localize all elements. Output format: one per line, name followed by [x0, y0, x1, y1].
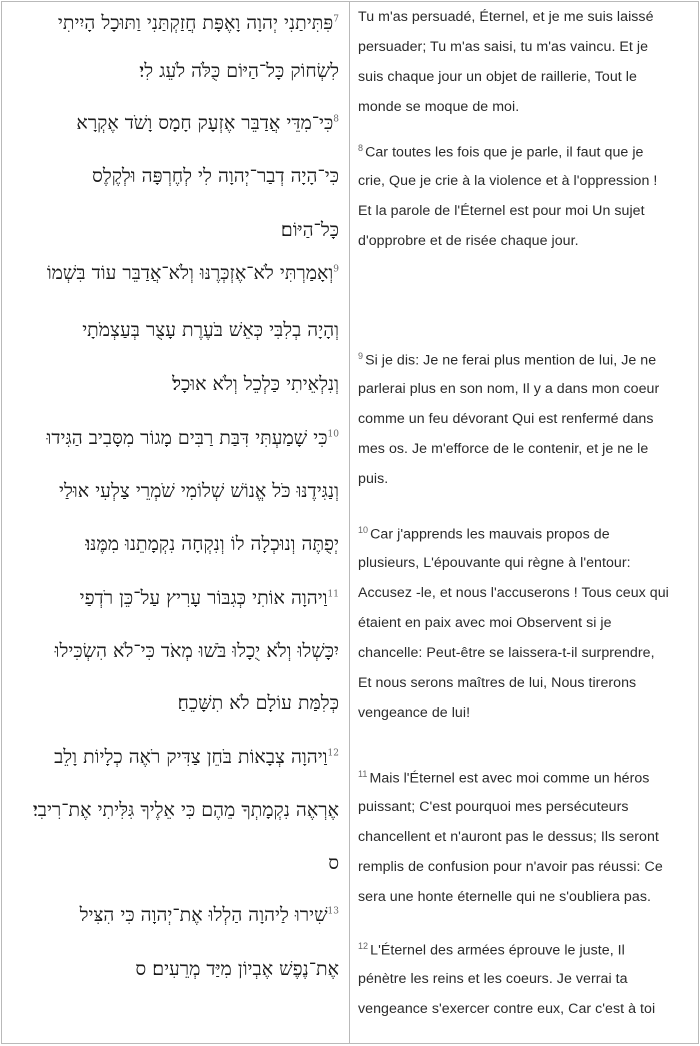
french-line	[358, 472, 388, 486]
line-text: אֶת־נֶפֶשׁ אֶבְיוֹן מִיַּד מְרֵעִים׃ ס	[135, 958, 339, 980]
hebrew-line	[47, 429, 339, 448]
hebrew-line	[58, 14, 339, 33]
french-line	[358, 70, 637, 84]
line-text: chancellent et n'auront pas le dessus; Ils seront	[358, 829, 659, 845]
line-text: plusieurs, L'épouvante qui règne à l'entour:	[358, 555, 631, 571]
hebrew-line	[82, 321, 339, 340]
line-text: vengeance de lui!	[358, 705, 471, 721]
french-line	[358, 676, 636, 690]
bilingual-text-page	[1, 1, 699, 1044]
hebrew-line	[178, 694, 339, 713]
verse-number: 13	[327, 906, 339, 917]
hebrew-line	[80, 589, 339, 608]
line-text: וְאָמַרְתִּי לֹא־אֶזְכְּרֶנּוּ וְלֹא־אֲדַבֵּר עוֹד בִּשְׁמוֹ	[46, 262, 334, 284]
verse-number: 10	[358, 525, 369, 535]
french-line	[358, 204, 645, 218]
line-text: Car toutes les fois que je parle, il faut que je	[365, 144, 644, 161]
line-text: sera une honte éternelle qui ne s'oubliera pas.	[358, 889, 651, 905]
french-line	[358, 646, 655, 660]
line-text: Et la parole de l'Éternel est pour moi Un sujet	[358, 203, 645, 219]
line-text: d'opprobre et de risée chaque jour.	[358, 233, 579, 249]
hebrew-line	[172, 375, 339, 394]
line-text: Accusez -le, et nous l'accuserons ! Tous ceux qui	[358, 585, 669, 601]
french-line	[358, 616, 612, 630]
verse-number: 9	[333, 264, 339, 275]
line-text: Mais l'Éternel est avec moi comme un héros	[369, 770, 650, 787]
line-text: וְנַגִּידֶנּוּ כֹּל אֱנוֹשׁ שְׁלוֹמִי שֹׁמְרֵי צַלְעִי אוּלַי	[59, 480, 339, 502]
verse-number: 11	[358, 769, 368, 779]
french-line	[358, 352, 656, 368]
line-text: כְּלִמַּת עוֹלָם לֹא תִשָּׁכֵחַ׃	[177, 692, 339, 714]
french-line	[358, 972, 628, 986]
line-text: יִכָּשְׁלוּ וְלֹא יֻכָלוּ בֹּשׁוּ מְאֹד כִּי־לֹא הִשְׂכִּילוּ	[54, 640, 339, 662]
line-text: וְהָיָה בְלִבִּי כְּאֵשׁ בֹּעֶרֶת עָצֻר בְּעַצְמֹתָי	[82, 319, 339, 341]
french-line	[358, 586, 669, 600]
line-text: וַיהוָה אוֹתִי כְּגִבּוֹר עָרִיץ עַל־כֵּן רֹדְפַי	[79, 587, 328, 609]
line-text: כִּי שָׁמַעְתִּי דִּבַּת רַבִּים מָגוֹר מִסָּבִיב הַגִּידוּ	[46, 427, 328, 449]
hebrew-line	[135, 960, 339, 979]
hebrew-line	[54, 748, 339, 767]
french-line	[358, 442, 648, 456]
line-text: L'Éternel des armées éprouve le juste, Il	[370, 942, 625, 959]
line-text: puissant; C'est pourquoi mes persécuteurs	[358, 799, 629, 815]
line-text: mes os. Je m'efforce de le contenir, et je ne le	[358, 441, 649, 457]
verse-number: 11	[327, 589, 339, 600]
verse-number: 9	[358, 351, 364, 361]
line-text: pénètre les reins et les coeurs. Je verrai ta	[358, 971, 628, 987]
hebrew-line	[76, 114, 339, 133]
french-line	[358, 10, 654, 24]
french-line	[358, 526, 610, 542]
verse-number: 10	[327, 429, 339, 440]
line-text: כִּי־מִדֵּי אֲדַבֵּר אֶזְעָק חָמָס וָשֹׁד אֶקְרָא	[76, 112, 334, 134]
french-line	[358, 830, 659, 844]
verse-number: 7	[333, 14, 339, 25]
line-text: וְנִלְאֵיתִי כַּלְכֵל וְלֹא אוּכָל׃	[172, 373, 339, 395]
french-line	[358, 100, 519, 114]
french-line	[358, 144, 644, 160]
line-text: Et nous serons maîtres de lui, Nous tirerons	[358, 675, 637, 691]
line-text: parlerai plus en son nom, Il y a dans mon coeur	[358, 381, 660, 397]
french-line	[358, 382, 659, 396]
french-line	[358, 860, 663, 874]
hebrew-column	[2, 2, 349, 1043]
hebrew-line	[139, 62, 339, 81]
line-text: יְפֻתֶּה וְנוּכְלָה לוֹ וְנִקְחָה נִקְמָתֵנוּ מִמֶּנּוּ׃	[85, 533, 339, 555]
hebrew-line	[281, 221, 339, 240]
line-text: remplis de confusion pour n'avoir pas réussi: Ce	[358, 859, 663, 875]
line-text: vengeance s'exercer contre eux, Car c'est à toi	[358, 1001, 656, 1017]
french-line	[358, 40, 648, 54]
french-line	[358, 890, 651, 904]
french-line	[358, 770, 649, 786]
french-line	[358, 1002, 655, 1016]
line-text: שִׁירוּ לַיהוָה הַלְלוּ אֶת־יְהוָה כִּי הִצִּיל	[79, 904, 328, 926]
line-text: suis chaque jour un objet de raillerie, Tout le	[358, 69, 637, 85]
french-line	[358, 706, 470, 720]
hebrew-line	[85, 535, 339, 554]
line-text: כָּל־הַיּוֹם׃	[280, 219, 339, 241]
line-text: persuader; Tu m'as saisi, tu m'as vaincu. Et je	[358, 39, 649, 55]
hebrew-line	[33, 801, 339, 820]
line-text: comme un feu dévorant Qui est renfermé dans	[358, 411, 654, 427]
french-line	[358, 234, 579, 248]
hebrew-line	[328, 854, 339, 873]
line-text: וַיהוָה צְבָאוֹת בֹּחֵן צַדִּיק רֹאֶה כְלָיוֹת וָלֵב	[54, 746, 328, 768]
hebrew-line	[47, 264, 339, 283]
line-text: monde se moque de moi.	[358, 99, 520, 115]
line-text: Car j'apprends les mauvais propos de	[370, 526, 610, 543]
french-line	[358, 942, 625, 958]
line-text: כִּי־הָיָה דְבַר־יְהוָה לִי לְחֶרְפָּה וּלְקֶלֶס	[92, 165, 339, 187]
french-line	[358, 412, 654, 426]
line-text: puis.	[358, 471, 389, 487]
line-text: אֶרְאֶה נִקְמָתְךָ מֵהֶם כִּי אֵלֶיךָ גִּלִּיתִי אֶת־רִיבִי׃	[32, 799, 339, 821]
french-column	[350, 2, 700, 1043]
line-text: crie, Que je crie à la violence et à l'oppression !	[358, 173, 658, 189]
line-text: étaient en paix avec moi Observent si je	[358, 615, 612, 631]
line-text: chancelle: Peut-être se laissera-t-il surprendre,	[358, 645, 655, 661]
french-line	[358, 800, 629, 814]
verse-number: 8	[333, 114, 339, 125]
verse-number: 12	[327, 748, 339, 759]
hebrew-line	[59, 482, 339, 501]
line-text: ס	[328, 852, 339, 874]
verse-number: 12	[358, 941, 369, 951]
hebrew-line	[92, 167, 339, 186]
line-text: פִּתִּיתַנִי יְהוָה וָאֶפָּת חֲזַקְתַּנִי וַתּוּכָל הָיִיתִי	[57, 12, 334, 34]
line-text: Si je dis: Je ne ferai plus mention de lui, Je ne	[365, 352, 657, 369]
hebrew-line	[55, 642, 339, 661]
verse-number: 8	[358, 143, 364, 153]
line-text: Tu m'as persuadé, Éternel, et je me suis laissé	[358, 9, 654, 25]
line-text: לִשְׂחוֹק כָּל־הַיּוֹם כֻּלֹּה לֹעֵג לִי׃	[139, 60, 339, 82]
french-line	[358, 556, 631, 570]
french-line	[358, 174, 657, 188]
hebrew-line	[80, 906, 339, 925]
